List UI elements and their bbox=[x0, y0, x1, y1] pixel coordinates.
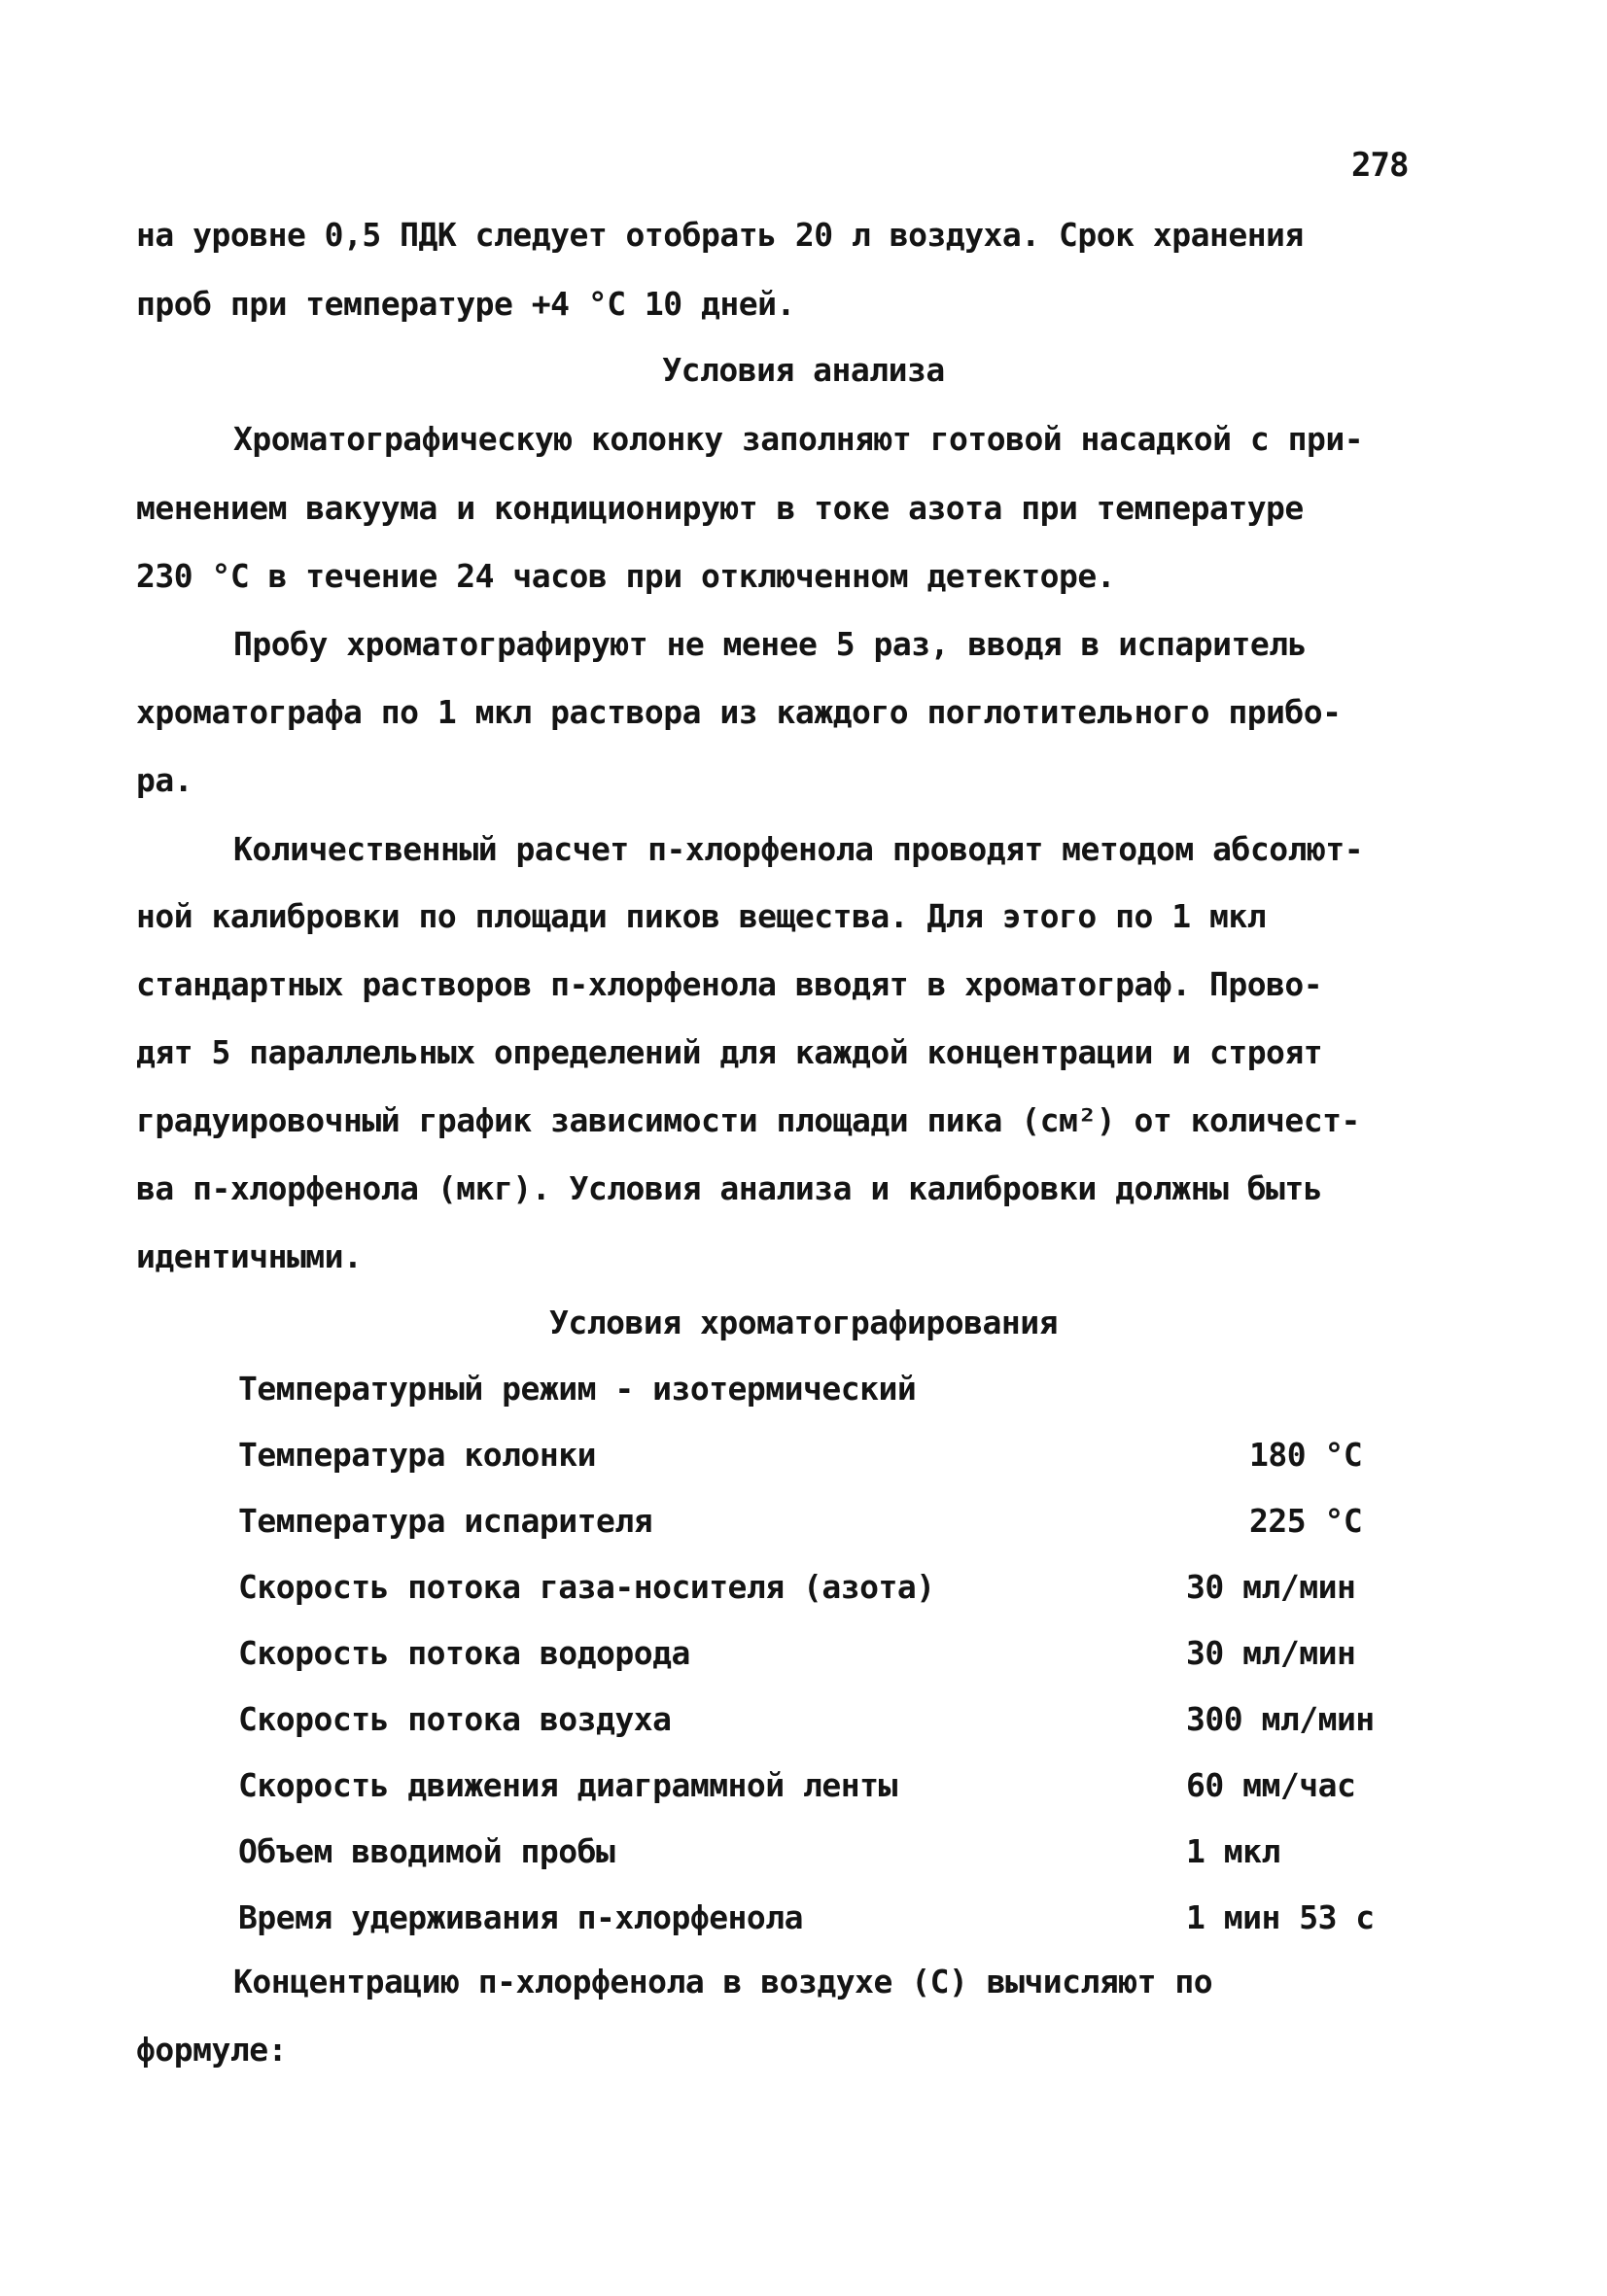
condition-label: Скорость движения диаграммной ленты bbox=[238, 1766, 897, 1804]
condition-value: 30 мл/мин bbox=[1186, 1568, 1356, 1606]
condition-value: 1 мин 53 с bbox=[1186, 1898, 1375, 1936]
condition-value: 1 мкл bbox=[1186, 1832, 1280, 1870]
condition-value: 30 мл/мин bbox=[1186, 1634, 1356, 1672]
para3-line-4: дят 5 параллельных определений для каждой концентрации и строят bbox=[136, 1033, 1323, 1071]
condition-label: Скорость потока водорода bbox=[238, 1634, 690, 1672]
condition-row bbox=[238, 1700, 1405, 1742]
condition-label: Объем вводимой пробы bbox=[238, 1832, 615, 1870]
condition-label: Температурный режим - изотермический bbox=[238, 1370, 917, 1408]
para2-line-1: Пробу хроматографируют не менее 5 раз, вводя в испаритель bbox=[233, 625, 1307, 663]
condition-label: Температура испарителя bbox=[238, 1502, 653, 1540]
closing-line-1: Концентрацию п-хлорфенола в воздухе (С) вычисляют по bbox=[233, 1963, 1213, 2000]
para2-line-3: ра. bbox=[136, 761, 193, 799]
condition-value: 60 мм/час bbox=[1186, 1766, 1356, 1804]
para3-line-1: Количественный расчет п-хлорфенола проводят методом абсолют- bbox=[233, 830, 1364, 868]
closing-line-2: формуле: bbox=[136, 2031, 287, 2069]
para3-line-6: ва п-хлорфенола (мкг). Условия анализа и калибровки должны быть bbox=[136, 1169, 1323, 1207]
page-number: 278 bbox=[1351, 146, 1409, 185]
intro-line-2: проб при температуре +4 °С 10 дней. bbox=[136, 285, 795, 323]
condition-value: 300 мл/мин bbox=[1186, 1700, 1375, 1738]
para1-line-2: менением вакуума и кондиционируют в токе азота при температуре bbox=[136, 489, 1304, 527]
para3-line-3: стандартных растворов п-хлорфенола вводят в хроматограф. Прово- bbox=[136, 965, 1323, 1003]
condition-row bbox=[238, 1832, 1405, 1874]
condition-row bbox=[238, 1502, 1405, 1544]
condition-label: Температура колонки bbox=[238, 1436, 596, 1474]
condition-label: Время удерживания п-хлорфенола bbox=[238, 1898, 804, 1936]
section-title-chromatography: Условия хроматографирования bbox=[549, 1304, 1058, 1341]
condition-label: Скорость потока газа-носителя (азота) bbox=[238, 1568, 935, 1606]
para3-line-2: ной калибровки по площади пиков вещества. Для этого по 1 мкл bbox=[136, 897, 1267, 935]
section-title-analysis: Условия анализа bbox=[662, 351, 945, 389]
condition-value: 180 °С bbox=[1249, 1436, 1363, 1474]
para3-line-5: градуировочный график зависимости площади пика (см²) от количест- bbox=[136, 1101, 1360, 1139]
condition-value: 225 °С bbox=[1249, 1502, 1363, 1540]
intro-line-1: на уровне 0,5 ПДК следует отобрать 20 л воздуха. Срок хранения bbox=[136, 216, 1304, 254]
condition-row bbox=[238, 1634, 1405, 1676]
condition-row bbox=[238, 1766, 1405, 1808]
condition-row bbox=[238, 1568, 1405, 1610]
condition-row bbox=[238, 1436, 1405, 1478]
para3-line-7: идентичными. bbox=[136, 1237, 363, 1275]
para1-line-1: Хроматографическую колонку заполняют готовой насадкой с при- bbox=[233, 420, 1364, 458]
para1-line-3: 230 °С в течение 24 часов при отключенном детекторе. bbox=[136, 557, 1116, 595]
condition-row bbox=[238, 1370, 1405, 1411]
condition-row bbox=[238, 1898, 1405, 1940]
para2-line-2: хроматографа по 1 мкл раствора из каждого поглотительного прибо- bbox=[136, 693, 1342, 731]
condition-label: Скорость потока воздуха bbox=[238, 1700, 672, 1738]
